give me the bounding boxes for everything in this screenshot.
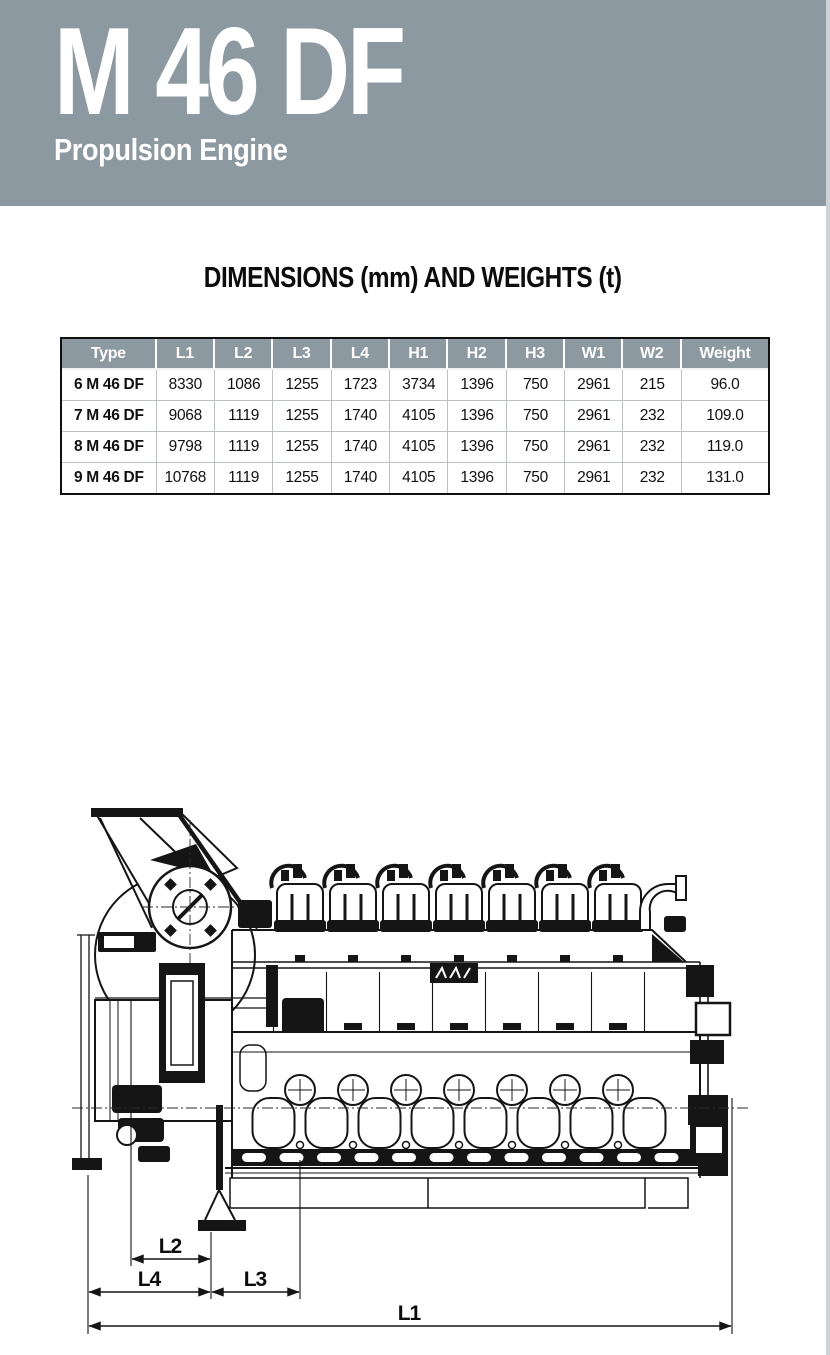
column-header-w2: W2 bbox=[623, 339, 681, 370]
page-subtitle: Propulsion Engine bbox=[54, 132, 288, 167]
value-cell: 131.0 bbox=[682, 463, 768, 493]
column-header-h1: H1 bbox=[390, 339, 448, 370]
value-cell: 2961 bbox=[565, 401, 623, 432]
header-band bbox=[0, 0, 826, 206]
engine-type-cell: 6 M 46 DF bbox=[62, 370, 157, 401]
value-cell: 4105 bbox=[390, 463, 448, 493]
engine-type-cell: 8 M 46 DF bbox=[62, 432, 157, 463]
dimension-label-l3: L3 bbox=[243, 1268, 267, 1291]
exhaust-elbow bbox=[640, 876, 686, 932]
value-cell: 3734 bbox=[390, 370, 448, 401]
value-cell: 750 bbox=[507, 463, 565, 493]
value-cell: 1396 bbox=[448, 463, 506, 493]
column-header-l1: L1 bbox=[157, 339, 215, 370]
value-cell: 1740 bbox=[332, 401, 390, 432]
table-row bbox=[62, 401, 768, 432]
value-cell: 750 bbox=[507, 370, 565, 401]
table-row bbox=[62, 432, 768, 463]
value-cell: 4105 bbox=[390, 432, 448, 463]
value-cell: 1119 bbox=[215, 401, 273, 432]
value-cell: 1119 bbox=[215, 463, 273, 493]
value-cell: 119.0 bbox=[682, 432, 768, 463]
engine-type-cell: 7 M 46 DF bbox=[62, 401, 157, 432]
value-cell: 750 bbox=[507, 401, 565, 432]
cylinder-head-cover bbox=[589, 864, 644, 1030]
value-cell: 4105 bbox=[390, 401, 448, 432]
value-cell: 1255 bbox=[273, 463, 331, 493]
value-cell: 1255 bbox=[273, 401, 331, 432]
column-header-l4: L4 bbox=[332, 339, 390, 370]
cylinder-head-cover bbox=[430, 864, 485, 1030]
value-cell: 2961 bbox=[565, 432, 623, 463]
engine-drawing bbox=[0, 790, 830, 1355]
value-cell: 215 bbox=[623, 370, 681, 401]
column-header-weight: Weight bbox=[682, 339, 768, 370]
cylinder-head-covers bbox=[271, 864, 644, 1030]
cylinder-head-cover bbox=[536, 864, 591, 1030]
value-cell: 232 bbox=[623, 401, 681, 432]
value-cell: 1396 bbox=[448, 370, 506, 401]
table-body bbox=[62, 370, 768, 493]
cylinder-head-cover bbox=[483, 864, 538, 1030]
value-cell: 10768 bbox=[157, 463, 215, 493]
dimension-label-l1: L1 bbox=[397, 1302, 421, 1325]
value-cell: 8330 bbox=[157, 370, 215, 401]
engine-type-cell: 9 M 46 DF bbox=[62, 463, 157, 493]
column-header-type: Type bbox=[62, 339, 157, 370]
value-cell: 1396 bbox=[448, 401, 506, 432]
column-header-l2: L2 bbox=[215, 339, 273, 370]
mounting-rail bbox=[232, 1150, 700, 1166]
table-row bbox=[62, 370, 768, 401]
pump-block bbox=[112, 1085, 162, 1113]
page-title: M 46 DF bbox=[54, 3, 403, 141]
value-cell: 1255 bbox=[273, 432, 331, 463]
value-cell: 109.0 bbox=[682, 401, 768, 432]
column-header-h3: H3 bbox=[507, 339, 565, 370]
fuel-pump-cluster bbox=[282, 998, 324, 1036]
section-title bbox=[0, 262, 826, 295]
dimension-label-l2: L2 bbox=[158, 1235, 182, 1258]
dimension-label-l4: L4 bbox=[137, 1268, 161, 1291]
cylinder-head-cover bbox=[324, 864, 379, 1030]
value-cell: 96.0 bbox=[682, 370, 768, 401]
value-cell: 9068 bbox=[157, 401, 215, 432]
value-cell: 1723 bbox=[332, 370, 390, 401]
value-cell: 1255 bbox=[273, 370, 331, 401]
value-cell: 9798 bbox=[157, 432, 215, 463]
column-header-l3: L3 bbox=[273, 339, 331, 370]
dimensions-table bbox=[60, 337, 770, 495]
value-cell: 750 bbox=[507, 432, 565, 463]
inspection-window bbox=[159, 963, 205, 1083]
value-cell: 1740 bbox=[332, 432, 390, 463]
value-cell: 1086 bbox=[215, 370, 273, 401]
value-cell: 1396 bbox=[448, 432, 506, 463]
oil-sump bbox=[230, 1178, 645, 1208]
column-header-w1: W1 bbox=[565, 339, 623, 370]
section-title-text: DIMENSIONS (mm) AND WEIGHTS (t) bbox=[204, 262, 622, 294]
value-cell: 1119 bbox=[215, 432, 273, 463]
value-cell: 232 bbox=[623, 432, 681, 463]
column-header-h2: H2 bbox=[448, 339, 506, 370]
value-cell: 2961 bbox=[565, 463, 623, 493]
value-cell: 1740 bbox=[332, 463, 390, 493]
engine-logo-plate bbox=[430, 963, 478, 983]
table-row bbox=[62, 463, 768, 493]
table-header-row bbox=[62, 339, 768, 370]
value-cell: 232 bbox=[623, 463, 681, 493]
cylinder-head-cover bbox=[377, 864, 432, 1030]
value-cell: 2961 bbox=[565, 370, 623, 401]
